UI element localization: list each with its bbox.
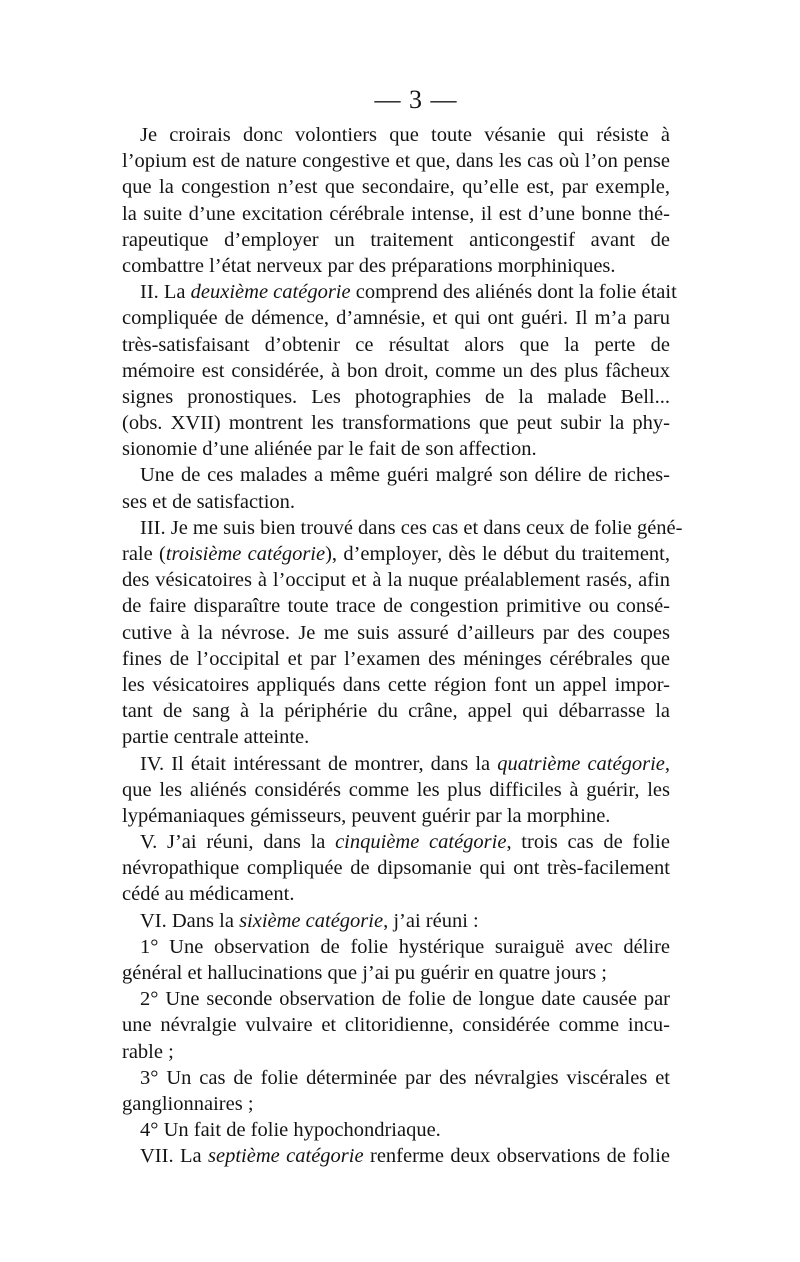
text-line: l’opium est de nature congestive et que, dans les cas où l’on pense xyxy=(122,150,670,173)
text-run: comprend des aliénés dont la folie était xyxy=(350,281,677,304)
text-line: 2° Une seconde observation de folie de longue date causée par xyxy=(140,988,670,1011)
text-line: 4° Un fait de folie hypochondriaque. xyxy=(140,1119,441,1142)
italic-category-name: deuxième catégorie xyxy=(190,281,351,304)
text-run: V. J’ai réuni, dans la xyxy=(140,831,336,854)
text-line xyxy=(122,541,670,567)
text-line: des vésicatoires à l’occiput et à la nuque préalablement rasés, afin xyxy=(122,569,670,592)
text-run: , trois cas de folie xyxy=(506,831,670,854)
text-run: renferme deux observations de folie xyxy=(363,1145,670,1168)
text-run: IV. Il était intéressant de montrer, dans la xyxy=(140,752,498,775)
text-run: VI. Dans la xyxy=(140,909,240,932)
text-line: sionomie d’une aliénée par le fait de son affection. xyxy=(122,438,537,461)
text-line: rable ; xyxy=(122,1040,174,1063)
text-line: que la congestion n’est que secondaire, qu’elle est, par exemple, xyxy=(122,176,670,199)
document-page xyxy=(122,84,683,1170)
italic-category-name: quatrième catégorie xyxy=(497,752,665,775)
text-run: VII. La xyxy=(140,1145,209,1168)
text-line: névropathique compliquée de dipsomanie qui ont très-facilement xyxy=(122,857,670,880)
text-line: rapeutique d’employer un traitement anticongestif avant de xyxy=(122,228,670,251)
text-line: Une de ces malades a même guéri malgré son délire de riches- xyxy=(140,464,670,487)
text-line: partie centrale atteinte. xyxy=(122,726,310,749)
italic-category-name: troisième catégorie xyxy=(165,543,326,565)
italic-category-name: cinquième catégorie xyxy=(335,831,507,854)
text-line: de faire disparaître toute trace de congestion primitive ou consé- xyxy=(122,595,670,618)
text-run: ), d’employer, dès le début du traitement, xyxy=(325,543,671,565)
text-line: Je croirais donc volontiers que toute vésanie qui résiste à xyxy=(140,124,670,146)
text-run: , xyxy=(664,752,670,775)
text-line: fines de l’occipital et par l’examen des méninges cérébrales que xyxy=(122,647,670,670)
text-line: signes pronostiques. Les photographies de la malade Bell... xyxy=(122,385,670,408)
text-line: ganglionnaires ; xyxy=(122,1092,254,1115)
text-line: (obs. XVII) montrent les transformations que peut subir la phy- xyxy=(122,412,670,435)
italic-category-name: septième catégorie xyxy=(208,1145,364,1168)
text-line: mémoire est considérée, à bon droit, comme un des plus fâcheux xyxy=(122,359,670,382)
text-line: III. Je me suis bien trouvé dans ces cas et dans ceux de folie géné- xyxy=(140,516,683,539)
text-line: lypémaniaques gémisseurs, peuvent guérir par la morphine. xyxy=(122,804,611,827)
italic-category-name: sixième catégorie xyxy=(239,909,384,932)
text-line xyxy=(122,279,677,305)
text-line xyxy=(122,1143,670,1169)
text-line: très-satisfaisant d’obtenir ce résultat alors que la perte de xyxy=(122,333,670,356)
text-line: tant de sang à la périphérie du crâne, appel qui débarrasse la xyxy=(122,700,670,723)
text-line: 1° Une observation de folie hystérique suraiguë avec délire xyxy=(140,935,670,958)
text-line: compliquée de démence, d’amnésie, et qui ont guéri. Il m’a paru xyxy=(122,307,670,330)
text-line xyxy=(122,751,670,777)
text-line: général et hallucinations que j’ai pu guérir en quatre jours ; xyxy=(122,962,607,984)
text-line: 3° Un cas de folie déterminée par des névralgies viscérales et xyxy=(140,1066,670,1089)
text-line: cédé au médicament. xyxy=(122,883,295,906)
text-run: II. La xyxy=(140,281,191,304)
text-run: , j’ai réuni : xyxy=(383,909,479,932)
page-number: — 3 — xyxy=(374,85,458,114)
text-run: rale ( xyxy=(122,543,166,565)
text-line: la suite d’une excitation cérébrale intense, il est d’une bonne thé- xyxy=(122,202,670,225)
text-line xyxy=(122,829,670,855)
text-line: ses et de satisfaction. xyxy=(122,490,296,513)
text-line: combattre l’état nerveux par des préparations morphiniques. xyxy=(122,254,616,277)
text-line: que les aliénés considérés comme les plus difficiles à guérir, les xyxy=(122,778,670,801)
body-text xyxy=(122,122,683,1170)
text-line: une névralgie vulvaire et clitoridienne, considérée comme incu- xyxy=(122,1014,670,1037)
text-line xyxy=(122,908,670,934)
text-line: cutive à la névrose. Je me suis assuré d’ailleurs par des coupes xyxy=(122,621,670,644)
text-line: les vésicatoires appliqués dans cette région font un appel impor- xyxy=(122,673,670,696)
